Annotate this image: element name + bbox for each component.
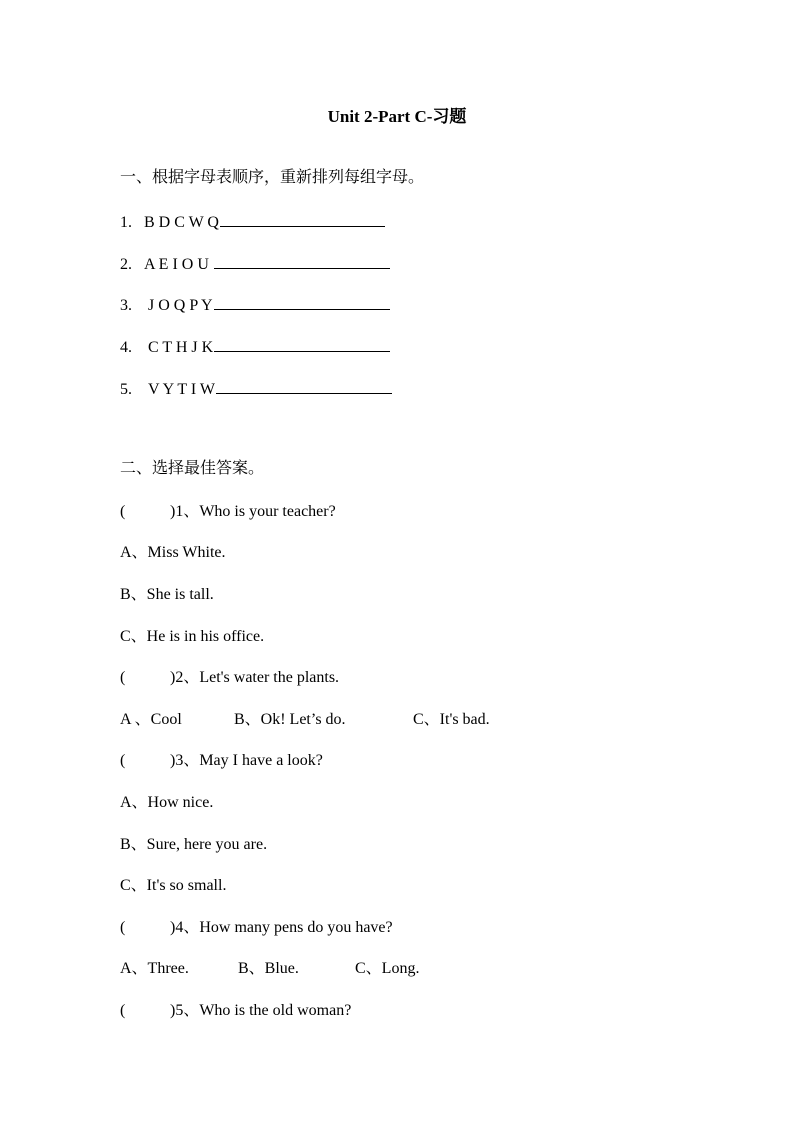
answer-blank[interactable] (214, 250, 390, 269)
section2-heading: 二、选择最佳答案。 (120, 460, 265, 477)
item-number: 5. (120, 381, 132, 398)
question-3 (120, 749, 323, 773)
question-text: )3、May I have a look? (170, 752, 323, 769)
q4-option-a: A、Three. (120, 960, 189, 977)
item-number: 2. (120, 256, 132, 273)
question-1 (120, 500, 336, 524)
item-letters: B D C W Q (144, 214, 219, 231)
q2-options (120, 708, 490, 732)
item-letters: V Y T I W (148, 381, 215, 398)
page-title: Unit 2-Part C-习题 (327, 107, 467, 126)
q4-option-b: B、Blue. (238, 960, 299, 977)
answer-blank[interactable] (214, 333, 390, 352)
answer-blank[interactable] (220, 208, 385, 227)
question-text: )2、Let's water the plants. (170, 669, 340, 686)
answer-blank[interactable] (216, 375, 392, 394)
letter-item-2 (120, 250, 390, 277)
q2-option-a: A 、Cool (120, 711, 182, 728)
item-letters: J O Q P Y (148, 297, 213, 314)
question-text: )5、Who is the old woman? (170, 1002, 352, 1019)
answer-blank[interactable] (214, 291, 390, 310)
answer-paren-open[interactable]: ( (120, 669, 126, 686)
q1-option-c: C、He is in his office. (120, 628, 265, 645)
letter-item-3 (120, 291, 390, 318)
question-5 (120, 999, 351, 1023)
section1-heading: 一、根据字母表顺序，重新排列每组字母。 (120, 169, 425, 186)
letter-item-5 (120, 375, 392, 402)
item-number: 4. (120, 339, 132, 356)
question-text: )4、How many pens do you have? (170, 919, 393, 936)
letter-item-4 (120, 333, 390, 360)
item-letters: A E I O U (144, 256, 209, 273)
q2-option-b: B、Ok! Let’s do. (234, 711, 346, 728)
item-number: 3. (120, 297, 132, 314)
q1-option-a: A、Miss White. (120, 544, 226, 561)
q3-option-b: B、Sure, here you are. (120, 836, 268, 853)
question-2 (120, 666, 339, 690)
question-text: )1、Who is your teacher? (170, 503, 336, 520)
answer-paren-open[interactable]: ( (120, 1002, 126, 1019)
q4-options (120, 957, 419, 981)
answer-paren-open[interactable]: ( (120, 752, 126, 769)
q3-option-a: A、How nice. (120, 794, 214, 811)
answer-paren-open[interactable]: ( (120, 503, 126, 520)
q3-option-c: C、It's so small. (120, 877, 227, 894)
item-letters: C T H J K (148, 339, 214, 356)
q1-option-b: B、She is tall. (120, 586, 214, 603)
question-4 (120, 916, 393, 940)
item-number: 1. (120, 214, 132, 231)
letter-item-1 (120, 208, 385, 235)
q4-option-c: C、Long. (355, 960, 420, 977)
answer-paren-open[interactable]: ( (120, 919, 126, 936)
q2-option-c: C、It's bad. (413, 711, 490, 728)
